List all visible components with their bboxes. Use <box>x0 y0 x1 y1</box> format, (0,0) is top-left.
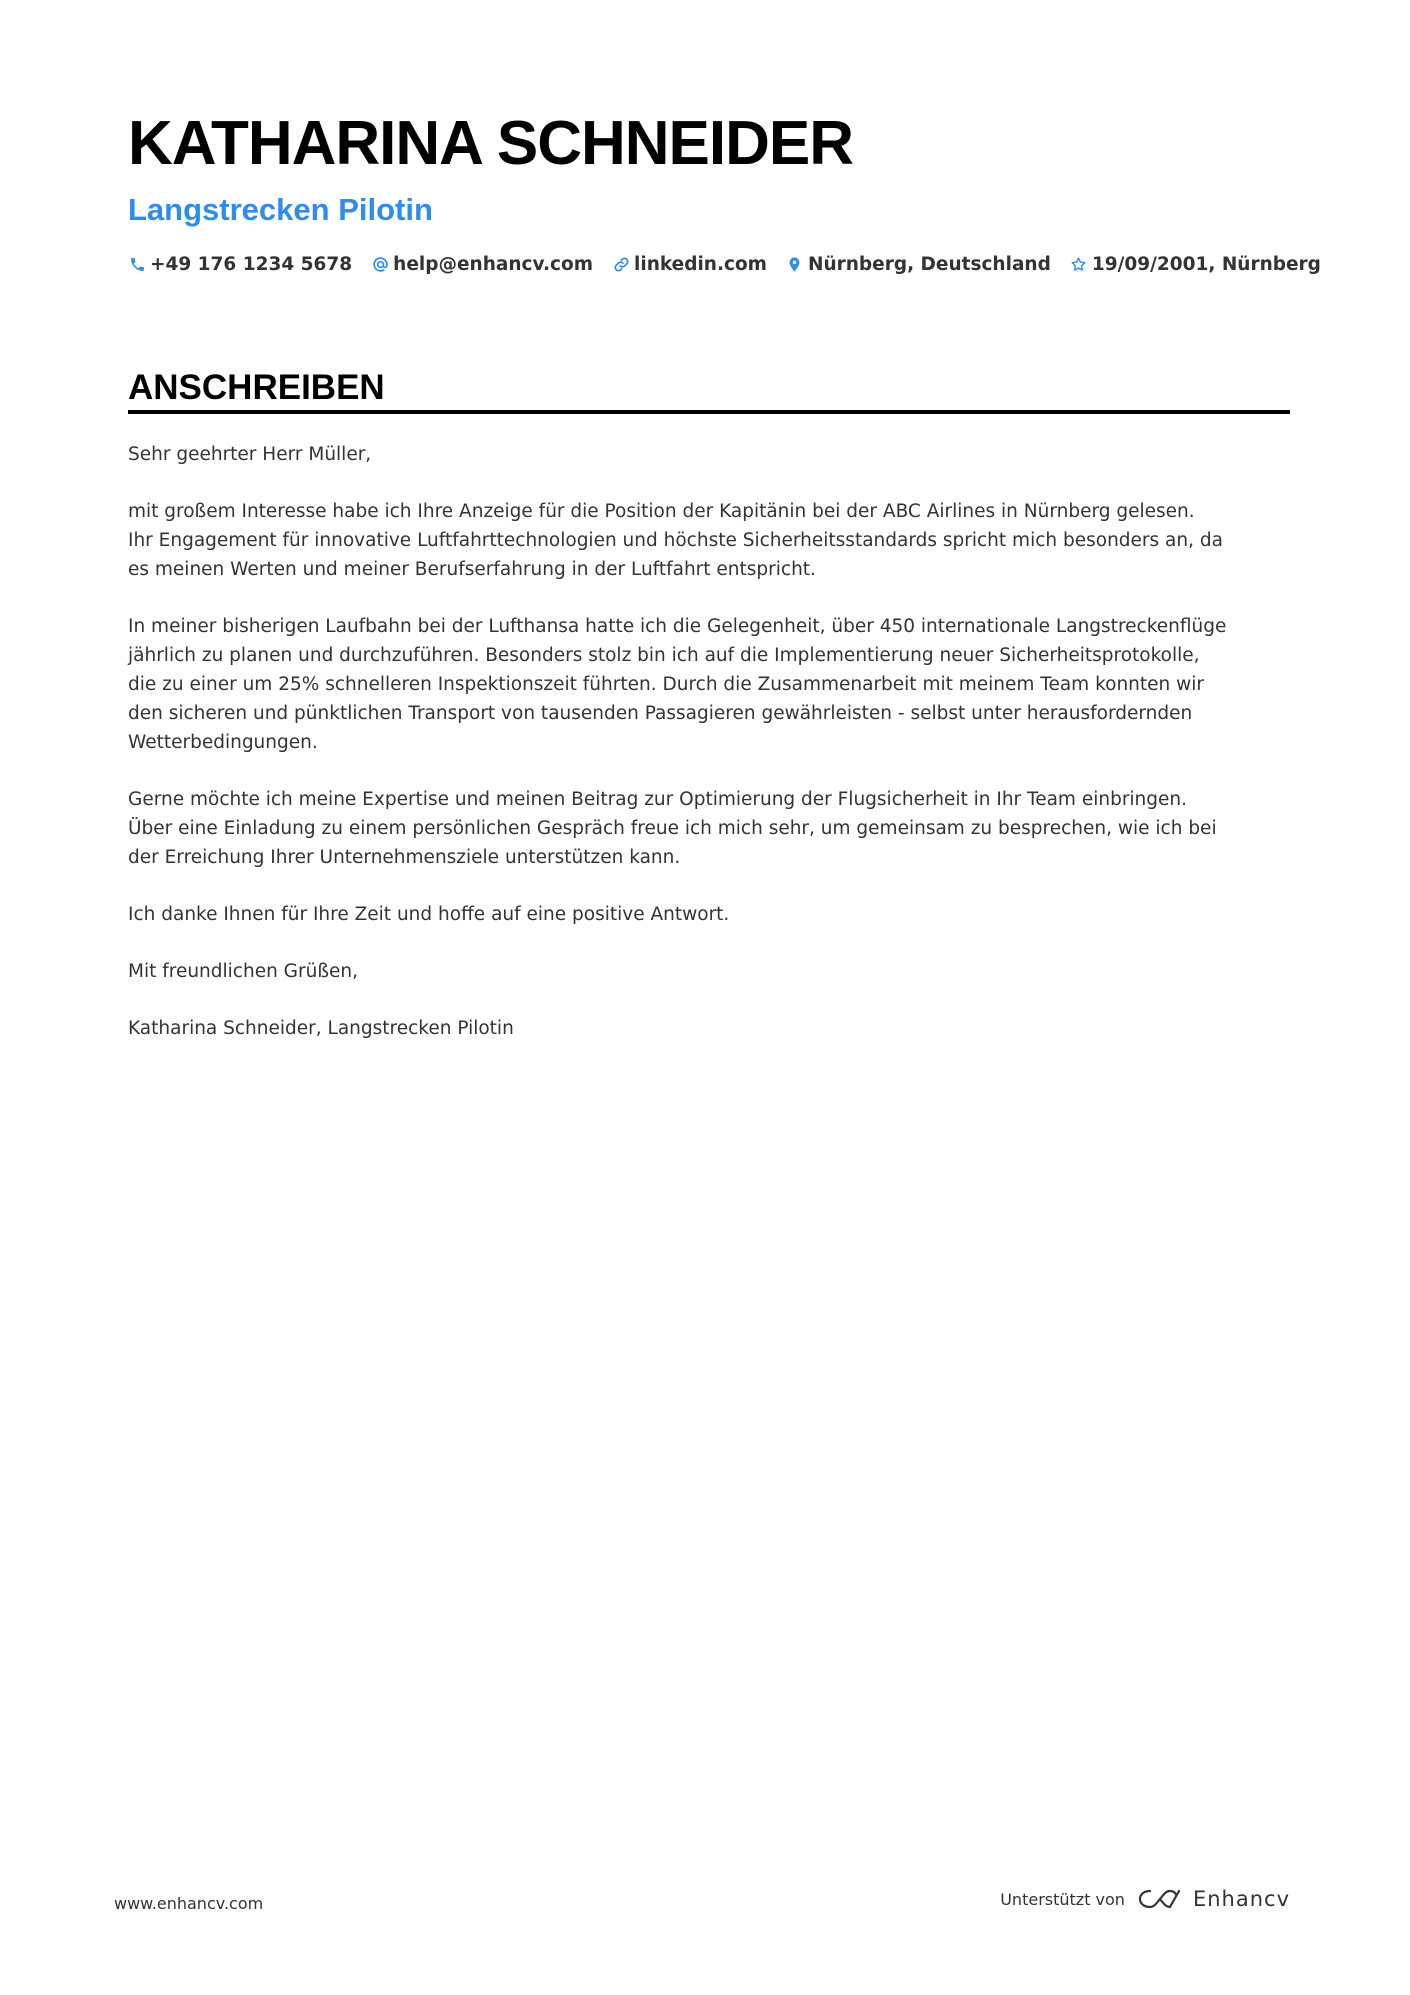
contact-birth <box>1070 254 1321 275</box>
letter-closing: Mit freundlichen Grüßen, <box>128 961 358 982</box>
section-title: ANSCHREIBEN <box>128 368 385 407</box>
letter-body <box>128 440 1290 1071</box>
contact-birth-text: 19/09/2001, Nürnberg <box>1091 254 1321 275</box>
contact-linkedin-text: linkedin.com <box>634 254 767 275</box>
footer-brand[interactable] <box>1000 1886 1290 1912</box>
at-icon <box>371 256 389 274</box>
location-pin-icon <box>786 256 804 274</box>
link-icon <box>612 256 630 274</box>
footer-brand-name: Enhancv <box>1192 1887 1290 1911</box>
letter-salutation: Sehr geehrter Herr Müller, <box>128 444 372 465</box>
enhancv-logo-icon <box>1137 1886 1183 1912</box>
footer-supported-by: Unterstützt von <box>1000 1889 1125 1909</box>
letter-paragraph: mit großem Interesse habe ich Ihre Anzeige für die Position der Kapitänin bei der ABC Airlines in Nürnberg gelesen. Ihr Engagement für innovative Luftfahrttechnologien und höchste Sicherheitsstandards spricht mich besonders an, da es meinen Werten und meiner Berufserfahrung in der Luftfahrt entspricht. <box>128 501 1223 580</box>
contact-phone-text: +49 176 1234 5678 <box>150 254 353 275</box>
contact-linkedin[interactable] <box>612 254 767 275</box>
section-divider <box>128 410 1290 414</box>
job-title: Langstrecken Pilotin <box>128 192 433 227</box>
contact-email[interactable] <box>371 254 593 275</box>
contact-bar <box>128 254 1340 275</box>
letter-paragraph: Ich danke Ihnen für Ihre Zeit und hoffe auf eine positive Antwort. <box>128 904 730 925</box>
contact-location <box>786 254 1051 275</box>
footer-url[interactable]: www.enhancv.com <box>114 1894 264 1913</box>
star-icon <box>1070 256 1088 274</box>
candidate-name: KATHARINA SCHNEIDER <box>128 109 853 178</box>
contact-location-text: Nürnberg, Deutschland <box>807 254 1051 275</box>
letter-paragraph: In meiner bisherigen Laufbahn bei der Lufthansa hatte ich die Gelegenheit, über 450 internationale Langstreckenflüge jährlich zu planen und durchzuführen. Besonders stolz bin ich auf die Implementierung neuer Sicherheitsprotokolle, die zu einer um 25% schnelleren Inspektionszeit führten. Durch die Zusammenarbeit mit meinem Team konnten wir den sicheren und pünktlichen Transport von tausenden Passagieren gewährleisten - selbst unter herausfordernden Wetterbedingungen. <box>128 616 1227 753</box>
phone-icon <box>128 256 146 274</box>
letter-signature: Katharina Schneider, Langstrecken Pilotin <box>128 1018 514 1039</box>
contact-phone <box>128 254 352 275</box>
contact-email-text: help@enhancv.com <box>393 254 594 275</box>
letter-paragraph: Gerne möchte ich meine Expertise und meinen Beitrag zur Optimierung der Flugsicherheit in Ihr Team einbringen. Über eine Einladung zu einem persönlichen Gespräch freue ich mich sehr, um gemeinsam zu besprechen, wie ich bei der Erreichung Ihrer Unternehmensziele unterstützen kann. <box>128 789 1217 868</box>
